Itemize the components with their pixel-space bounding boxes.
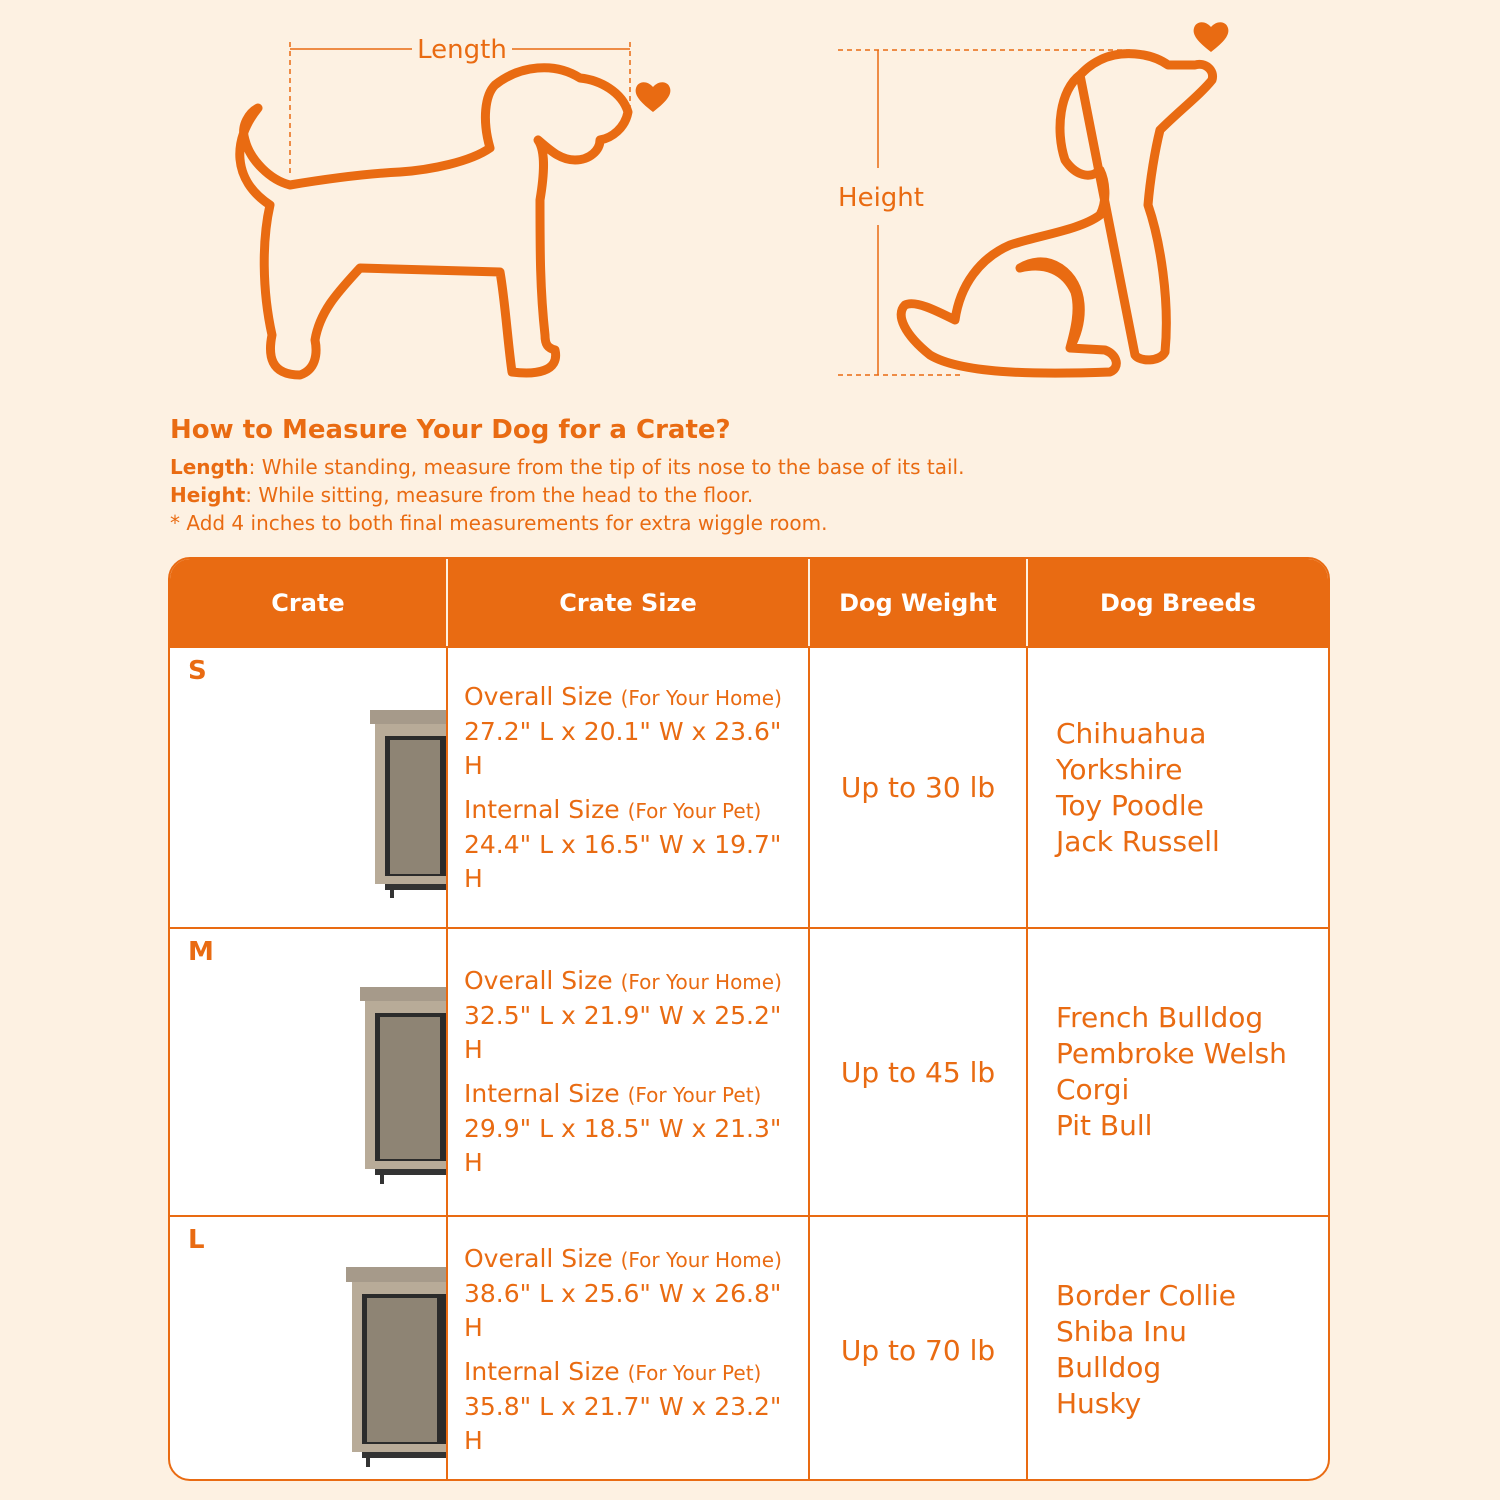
measure-instructions — [170, 415, 1350, 537]
breed-item: Yorkshire — [1056, 752, 1183, 786]
crate-cell — [170, 929, 448, 1215]
table-header — [170, 559, 1328, 646]
header-dog-weight: Dog Weight — [810, 559, 1028, 646]
header-crate-size: Crate Size — [448, 559, 810, 646]
internal-dimensions: 24.4" L x 16.5" W x 19.7" H — [464, 829, 782, 893]
overall-size-line — [464, 1242, 808, 1277]
breed-item: Jack Russell — [1056, 824, 1220, 858]
length-text: : While standing, measure from the tip of its nose to the base of its tail. — [248, 455, 965, 479]
overall-size-note: (For Your Home) — [620, 1248, 782, 1272]
crate-size-cell — [448, 1217, 810, 1481]
heart-icon — [1194, 22, 1229, 52]
overall-size-line — [464, 964, 808, 999]
dog-breeds-cell — [1028, 929, 1328, 1215]
overall-size-label: Overall Size — [464, 1244, 613, 1273]
sitting-dog-icon — [901, 54, 1212, 373]
breed-item: Pit Bull — [1056, 1109, 1153, 1142]
internal-size-label: Internal Size — [464, 1357, 620, 1386]
height-instruction — [170, 481, 1350, 509]
height-text: : While sitting, measure from the head to the floor. — [245, 483, 754, 507]
length-term: Length — [170, 455, 249, 479]
overall-size-line — [464, 680, 808, 715]
breed-item: Shiba Inu — [1056, 1315, 1187, 1348]
internal-size-label: Internal Size — [464, 1079, 620, 1108]
internal-size-line — [464, 1077, 808, 1112]
overall-size-label: Overall Size — [464, 966, 613, 995]
standing-dog-icon — [240, 68, 628, 375]
breed-item: Toy Poodle — [1056, 788, 1204, 822]
height-term: Height — [170, 483, 246, 507]
length-instruction — [170, 453, 1350, 481]
table-row — [170, 1215, 1328, 1481]
overall-dimensions: 27.2" L x 20.1" W x 23.6" H — [464, 716, 782, 780]
header-dog-breeds: Dog Breeds — [1099, 588, 1257, 617]
crate-icon — [170, 1217, 446, 1481]
breed-item: Border Collie — [1056, 1279, 1237, 1312]
internal-size-line — [464, 793, 808, 828]
dog-breeds-cell — [1028, 1217, 1328, 1481]
breed-item: Pembroke Welsh — [1056, 1037, 1287, 1070]
crate-cell — [170, 1217, 448, 1481]
dog-weight-cell: Up to 45 lb — [810, 929, 1028, 1215]
overall-size-note: (For Your Home) — [620, 970, 782, 994]
instructions-title: How to Measure Your Dog for a Crate? — [170, 415, 731, 445]
overall-size-label: Overall Size — [464, 681, 613, 711]
internal-size-note: (For Your Pet) — [627, 1361, 762, 1385]
overall-dimensions: 32.5" L x 21.9" W x 25.2" H — [464, 1001, 782, 1064]
internal-dimensions: 35.8" L x 21.7" W x 23.2" H — [464, 1392, 782, 1455]
internal-size-line — [464, 1355, 808, 1390]
size-table — [168, 557, 1330, 1481]
breed-item: Chihuahua — [1056, 716, 1207, 750]
overall-size-note: (For Your Home) — [620, 685, 782, 710]
dog-weight-cell: Up to 70 lb — [810, 1217, 1028, 1481]
breed-item: Corgi — [1056, 1073, 1130, 1106]
crate-size-cell — [448, 648, 810, 927]
overall-dimensions: 38.6" L x 25.6" W x 26.8" H — [464, 1279, 782, 1342]
crate-icon — [170, 648, 446, 927]
size-letter: M — [188, 937, 214, 967]
internal-size-note: (For Your Pet) — [627, 1083, 762, 1107]
internal-dimensions: 29.9" L x 18.5" W x 21.3" H — [464, 1114, 782, 1177]
crate-size-cell — [448, 929, 810, 1215]
measurement-illustration — [0, 0, 1500, 400]
breed-item: Bulldog — [1056, 1351, 1162, 1384]
internal-size-label: Internal Size — [464, 794, 620, 824]
dog-breeds-cell — [1028, 648, 1328, 927]
table-row — [170, 927, 1328, 1215]
crate-cell — [170, 648, 448, 927]
wiggle-note: * Add 4 inches to both final measurements for extra wiggle room. — [170, 511, 828, 535]
header-crate: Crate — [170, 559, 448, 646]
heart-icon — [636, 82, 671, 112]
size-letter: S — [188, 656, 207, 686]
length-label: Length — [417, 35, 507, 65]
height-label: Height — [838, 183, 924, 213]
size-letter: L — [188, 1225, 205, 1255]
breed-item: French Bulldog — [1056, 1001, 1264, 1034]
table-row — [170, 646, 1328, 927]
breed-item: Husky — [1056, 1387, 1142, 1420]
crate-icon — [170, 929, 446, 1215]
dog-weight-cell: Up to 30 lb — [810, 648, 1028, 927]
internal-size-note: (For Your Pet) — [627, 798, 762, 823]
